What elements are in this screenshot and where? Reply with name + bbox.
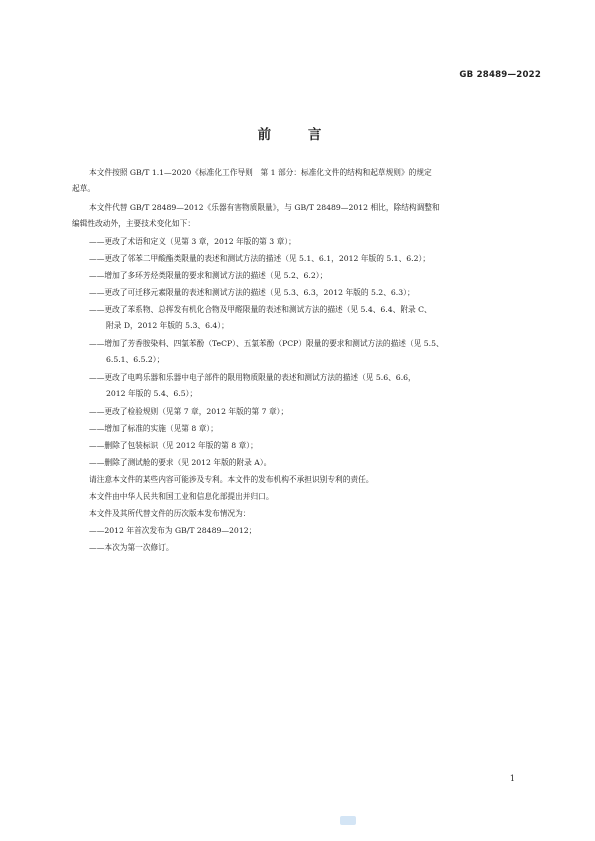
list-item-continuation: 2012 年版的 5.4、6.5）； bbox=[106, 389, 198, 398]
list-item: ——更改了苯系物、总挥发有机化合物及甲醛限量的表述和测试方法的描述（见 5.4、6.4、附录 C、 bbox=[89, 305, 432, 314]
page-number: 1 bbox=[509, 774, 515, 783]
paragraph-line: 请注意本文件的某些内容可能涉及专利。本文件的发布机构不承担识别专利的责任。 bbox=[89, 475, 374, 484]
list-item: ——更改了邻苯二甲酸酯类限量的表述和测试方法的描述（见 5.1、6.1，2012 年版的 5.1、6.2）； bbox=[89, 254, 431, 263]
paragraph-line: 编辑性改动外，主要技术变化如下： bbox=[72, 219, 196, 228]
paragraph-line: 本文件由中华人民共和国工业和信息化部提出并归口。 bbox=[89, 492, 274, 501]
list-item: ——本次为第一次修订。 bbox=[89, 543, 174, 552]
list-item-continuation: 6.5.1、6.5.2）； bbox=[106, 355, 165, 364]
standard-number: GB 28489—2022 bbox=[459, 70, 541, 80]
list-item: ——更改了电鸣乐器和乐器中电子部件的限用物质限量的表述和测试方法的描述（见 5.6、6.6， bbox=[89, 373, 416, 382]
paragraph-line: 本文件及其所代替文件的历次版本发布情况为： bbox=[89, 509, 251, 518]
paragraph-line: 本文件按照 GB/T 1.1—2020《标准化工作导则 第 1 部分：标准化文件的结构和起草规则》的规定 bbox=[89, 168, 432, 177]
list-item: ——删除了包装标识（见 2012 年版的第 8 章）； bbox=[89, 441, 258, 450]
list-item: ——更改了术语和定义（见第 3 章，2012 年版的第 3 章）； bbox=[89, 237, 296, 246]
list-item: ——增加了多环芳烃类限量的要求和测试方法的描述（见 5.2、6.2）； bbox=[89, 271, 328, 280]
list-item: ——更改了检验规则（见第 7 章，2012 年版的第 7 章）； bbox=[89, 407, 289, 416]
list-item: ——2012 年首次发布为 GB/T 28489—2012； bbox=[89, 526, 257, 535]
paragraph-line: 本文件代替 GB/T 28489—2012《乐器有害物质限量》，与 GB/T 28489—2012 相比，除结构调整和 bbox=[89, 203, 440, 212]
list-item: ——更改了可迁移元素限量的表述和测试方法的描述（见 5.3、6.3，2012 年版的 5.2、6.3）； bbox=[89, 288, 415, 297]
paragraph-line: 起草。 bbox=[72, 184, 96, 193]
list-item: ——增加了芳香胺染料、四氯苯酚（TeCP）、五氯苯酚（PCP）限量的要求和测试方法的描述（见 5.5、 bbox=[89, 339, 444, 348]
list-item-continuation: 附录 D，2012 年版的 5.3、6.4）； bbox=[106, 321, 229, 330]
list-item: ——增加了标准的实施（见第 8 章）； bbox=[89, 424, 218, 433]
watermark-badge bbox=[340, 816, 356, 825]
page-title: 前 言 bbox=[257, 127, 338, 143]
list-item: ——删除了测试舱的要求（见 2012 年版的附录 A）。 bbox=[89, 458, 272, 467]
